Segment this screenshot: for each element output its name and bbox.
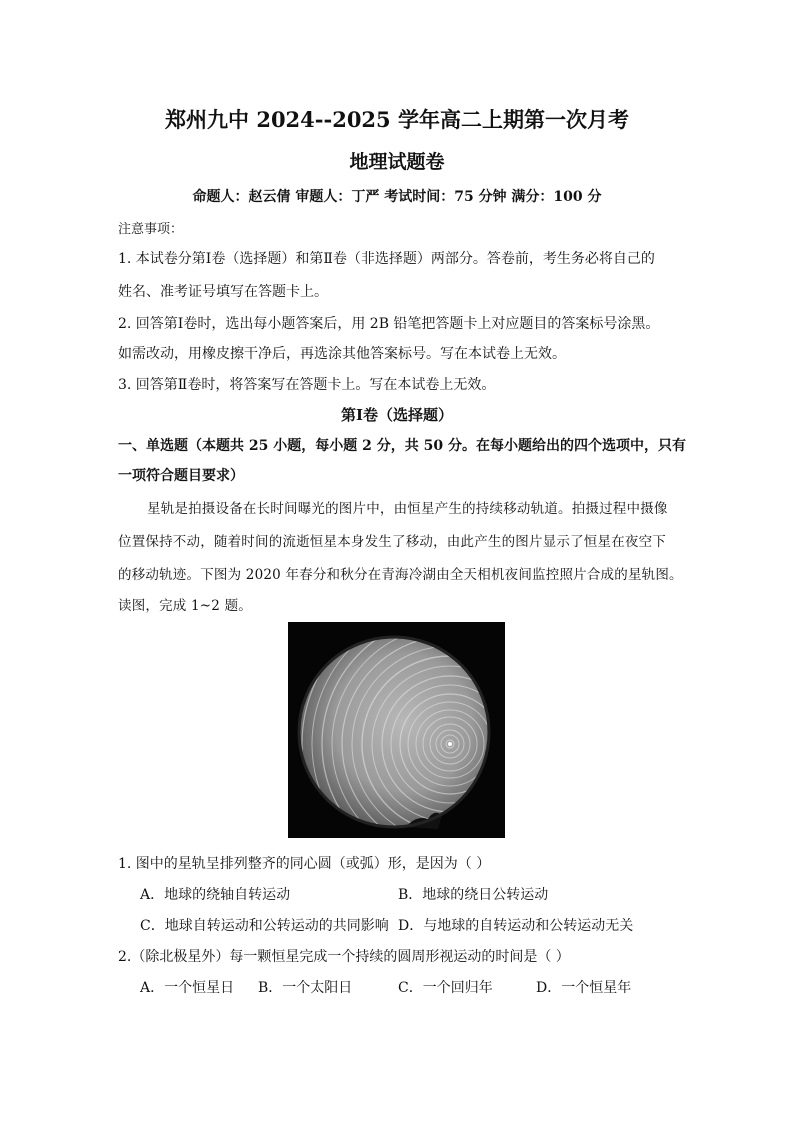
notice-item: 3. 回答第Ⅱ卷时，将答案写在答题卡上。写在本试卷上无效。 (118, 377, 496, 393)
question-1-option-d[interactable]: D．与地球的自转运动和公转运动无关 (398, 918, 634, 934)
passage-line: 的移动轨迹。下图为 2020 年春分和秋分在青海冷湖由全天相机夜间监控照片合成的星轨图。 (118, 567, 683, 583)
section-instruction: 一项符合题目要求） (118, 468, 244, 484)
exam-title: 郑州九中 2024--2025 学年高二上期第一次月考 (165, 107, 629, 132)
passage-line: 位置保持不动，随着时间的流逝恒星本身发生了移动，由此产生的图片显示了恒星在夜空下 (118, 534, 666, 550)
notice-item: 1. 本试卷分第Ⅰ卷（选择题）和第Ⅱ卷（非选择题）两部分。答卷前，考生务必将自己的 (118, 251, 655, 267)
passage-line: 读图，完成 1~2 题。 (118, 598, 252, 614)
notice-item: 姓名、准考证号填写在答题卡上。 (118, 284, 328, 300)
notice-item: 2. 回答第Ⅰ卷时，选出每小题答案后，用 2B 铅笔把答题卡上对应题目的答案标号涂黑。 (118, 316, 660, 332)
question-2-option-a[interactable]: A．一个恒星日 (140, 980, 235, 996)
question-2-option-d[interactable]: D．一个恒星年 (536, 980, 632, 996)
section-instruction: 一、单选题（本题共 25 小题，每小题 2 分，共 50 分。在每小题给出的四个选项中，只有 (118, 438, 686, 454)
notice-item: 如需改动，用橡皮擦干净后，再选涂其他答案标号。写在本试卷上无效。 (118, 346, 566, 362)
notice-heading: 注意事项： (118, 222, 184, 237)
exam-subtitle: 地理试题卷 (349, 151, 445, 173)
star-trail-image (288, 622, 505, 838)
question-1-option-b[interactable]: B．地球的绕日公转运动 (398, 887, 549, 903)
question-1-stem: 1. 图中的星轨呈排列整齐的同心圆（或弧）形，是因为（ ） (118, 856, 491, 872)
passage-line: 星轨是拍摄设备在长时间曝光的图片中，由恒星产生的持续移动轨道。拍摄过程中摄像 (147, 501, 668, 517)
question-2-stem: 2.（除北极星外）每一颗恒星完成一个持续的圆周形视运动的时间是（ ） (118, 949, 570, 965)
exam-meta: 命题人：赵云倩 审题人：丁严 考试时间：75 分钟 满分：100 分 (192, 189, 602, 205)
star-trail-photo (288, 622, 505, 838)
question-1-option-a[interactable]: A．地球的绕轴自转运动 (140, 887, 291, 903)
question-1-option-c[interactable]: C．地球自转运动和公转运动的共同影响 (140, 918, 389, 934)
question-2-option-b[interactable]: B．一个太阳日 (258, 980, 353, 996)
question-2-option-c[interactable]: C．一个回归年 (398, 980, 493, 996)
section-title: 第Ⅰ卷（选择题） (340, 406, 454, 424)
